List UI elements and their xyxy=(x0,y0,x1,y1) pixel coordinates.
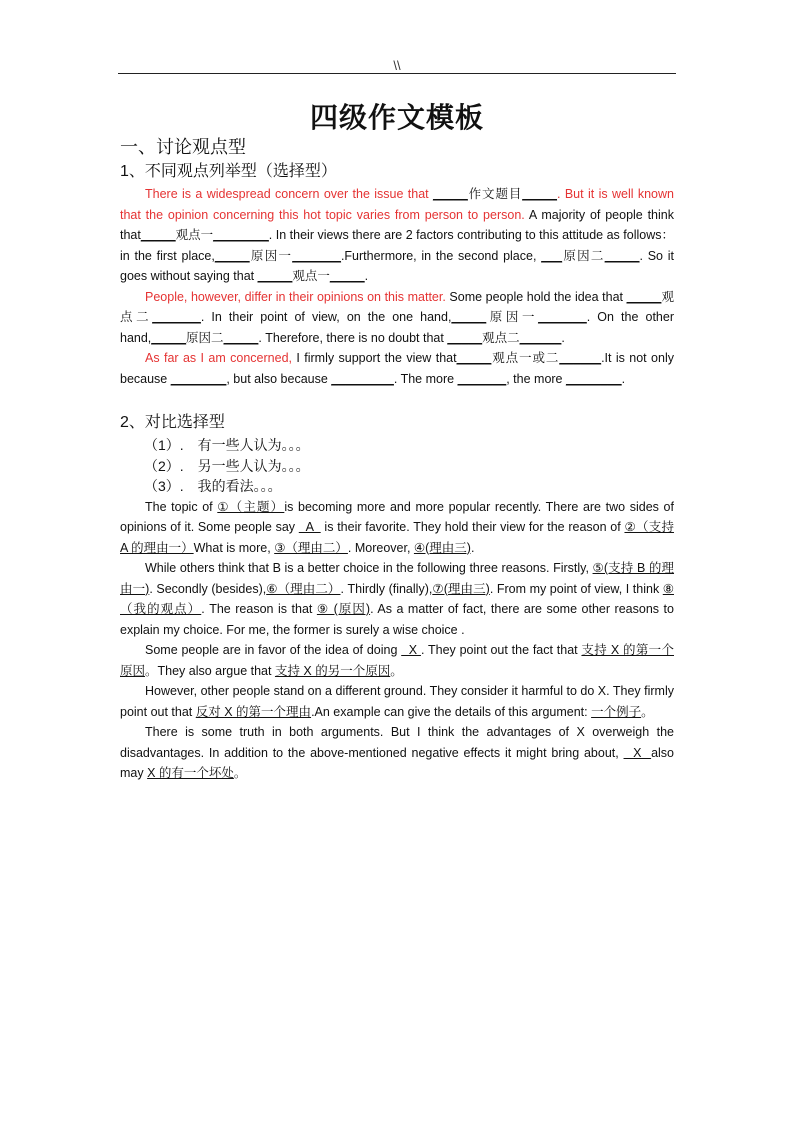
blank: _______ xyxy=(152,310,201,324)
text: . On the other hand, xyxy=(120,310,674,345)
fill-in-blank: 反对 X 的第一个理由 xyxy=(195,704,312,719)
fill-in-blank: ⑥（理由二） xyxy=(266,581,341,596)
section-1-heading: 一、讨论观点型 xyxy=(120,137,246,157)
blank: _________ xyxy=(331,371,394,386)
text: 。 xyxy=(233,766,247,780)
text: . The reason is that xyxy=(201,602,317,616)
section-1-subheading: 1、不同观点列举型（选择型） xyxy=(120,163,337,180)
text: . xyxy=(364,269,369,283)
blank: _____ xyxy=(151,330,187,345)
text: is becoming more and more popular recently. There are two sides of opinions of it. Some people say xyxy=(120,499,674,534)
section-2-paragraph-2 xyxy=(120,558,674,640)
text: A majority of people think that xyxy=(120,207,674,242)
blank: _____ xyxy=(257,269,293,283)
document-title: 四级作文模板 xyxy=(309,102,484,133)
blank: _______ xyxy=(538,310,587,324)
text: , the more xyxy=(506,371,566,386)
blank: ________ xyxy=(565,371,622,386)
section-1-paragraph-1 xyxy=(120,184,674,287)
text: . Therefore, there is no doubt that xyxy=(258,330,448,345)
text: .It is not only because xyxy=(120,351,674,386)
blank: _____ xyxy=(140,228,176,242)
text: . From my point of view, I think xyxy=(489,581,663,596)
text: What is more, xyxy=(193,540,275,555)
fill-in-blank: ③（理由二） xyxy=(274,540,348,555)
text: . Thirdly (finally), xyxy=(340,581,433,596)
fill-in-blank: X xyxy=(401,643,421,657)
fill-in-blank: ⑤(支持 B 的理由一) xyxy=(120,561,675,596)
fill-in-blank: X 的有一个坏处 xyxy=(147,766,234,780)
text: 观点一或二 xyxy=(491,351,560,365)
text: . So it goes without saying that xyxy=(120,248,674,283)
blank: _______ xyxy=(457,371,507,386)
blank: _____ xyxy=(451,310,487,324)
text: . As a matter of fact, there are some other reasons to explain my choice. For me, the former is surely a wise choice . xyxy=(120,602,674,637)
fill-in-blank: ②（支持 A 的理由一） xyxy=(120,520,674,555)
fill-in-blank: X xyxy=(623,745,652,760)
fill-in-blank: 一个例子 xyxy=(591,704,642,719)
text: Some people are in favor of the idea of doing xyxy=(145,643,402,657)
text: Some people hold the idea that xyxy=(445,289,627,304)
text: However, other people stand on a different ground. They consider it harmful to do X. They firmly point out that xyxy=(120,684,674,719)
text: 原因二 xyxy=(186,330,224,345)
fill-in-blank: ⑨ (原因) xyxy=(316,602,371,616)
text: There is some truth in both arguments. But I think the advantages of X overweigh the disadvantages. In addition to the above-mentioned negative effects it might bring about, xyxy=(120,725,674,760)
text: I firmly support the view that xyxy=(292,351,457,365)
section-2-subheading: 2、对比选择型 xyxy=(120,414,225,431)
text: is their favorite. They hold their view for the reason of xyxy=(320,520,625,534)
red-sentence: People, however, differ in their opinions on this matter. xyxy=(145,289,446,304)
blank: ________ xyxy=(213,228,269,242)
spacer xyxy=(120,389,674,411)
text: 观点二 xyxy=(120,289,674,324)
blank: _____ xyxy=(433,187,468,201)
section-2-paragraph-3 xyxy=(120,640,674,681)
fill-in-blank: ①（主题） xyxy=(217,499,285,514)
blank: _____ xyxy=(329,269,365,283)
page-header-mark: \\ xyxy=(393,58,401,73)
section-2-paragraph-4 xyxy=(120,681,674,722)
fill-in-blank: 支持 X 的另一个原因 xyxy=(274,663,391,678)
text: The topic of xyxy=(145,499,218,514)
blank: _____ xyxy=(214,248,250,263)
blank: _____ xyxy=(522,187,557,201)
fill-in-blank: ⑦(理由三) xyxy=(432,581,490,596)
text: 观点二 xyxy=(482,330,520,345)
blank: _____ xyxy=(626,289,662,304)
text: 观点一 xyxy=(175,228,214,242)
section-2-paragraph-1 xyxy=(120,497,674,559)
text: 。 xyxy=(641,704,654,719)
text: also may xyxy=(120,745,675,780)
text: .An example can give the details of this argument: xyxy=(311,704,592,719)
text: . Secondly (besides), xyxy=(149,581,267,596)
red-sentence: As far as I am concerned, xyxy=(145,351,292,365)
text: . xyxy=(621,371,626,386)
list-item: （3）. 我的看法。。。 xyxy=(144,478,282,494)
fill-in-blank: ④(理由三) xyxy=(413,540,471,555)
text: 原因二 xyxy=(562,248,605,263)
fill-in-blank: ⑧（我的观点） xyxy=(120,581,674,616)
red-sentence: . But it is well known that the opinion concerning this hot topic varies from person to person. xyxy=(120,187,674,222)
text: 作文题目 xyxy=(467,187,523,201)
list-item: （1）. 有一些人认为。。。 xyxy=(144,437,310,453)
blank: _____ xyxy=(456,351,492,365)
section-1-paragraph-3 xyxy=(120,348,674,389)
text: . In their point of view, on the one hand, xyxy=(200,310,452,324)
text: 。They also argue that xyxy=(145,663,275,678)
header-rule xyxy=(118,73,676,74)
text: . The more xyxy=(393,371,458,386)
text: . In their views there are 2 factors contributing to this attitude as follows： in the first place, xyxy=(120,228,674,263)
text: 。 xyxy=(390,663,403,678)
blank: ______ xyxy=(519,330,562,345)
blank: ________ xyxy=(170,371,227,386)
list-item: （2）. 另一些人认为。。。 xyxy=(144,457,310,474)
section-1-paragraph-2 xyxy=(120,287,674,349)
text: , but also because xyxy=(226,371,332,386)
blank: ___ xyxy=(541,248,563,263)
text: . Moreover, xyxy=(347,540,414,555)
blank: _______ xyxy=(292,248,341,263)
text: 观点一 xyxy=(292,269,330,283)
text: . xyxy=(470,540,475,555)
text: .Furthermore, in the second place, xyxy=(340,248,542,263)
text: 原因一 xyxy=(486,310,539,324)
text: While others think that B is a better choice in the following three reasons. Firstly, xyxy=(145,561,593,575)
fill-in-blank: 支持 X 的第一个原因 xyxy=(120,643,674,678)
red-sentence: There is a widespread concern over the issue that xyxy=(145,187,434,201)
blank: ______ xyxy=(559,351,602,365)
document-body xyxy=(120,134,674,784)
blank: _____ xyxy=(604,248,640,263)
text: 原因一 xyxy=(249,248,293,263)
section-2-paragraph-5 xyxy=(120,722,674,784)
text: . They point out the fact that xyxy=(420,643,582,657)
blank: _____ xyxy=(447,330,483,345)
text: . xyxy=(561,330,565,345)
fill-in-blank: A xyxy=(298,520,321,534)
blank: _____ xyxy=(223,330,259,345)
